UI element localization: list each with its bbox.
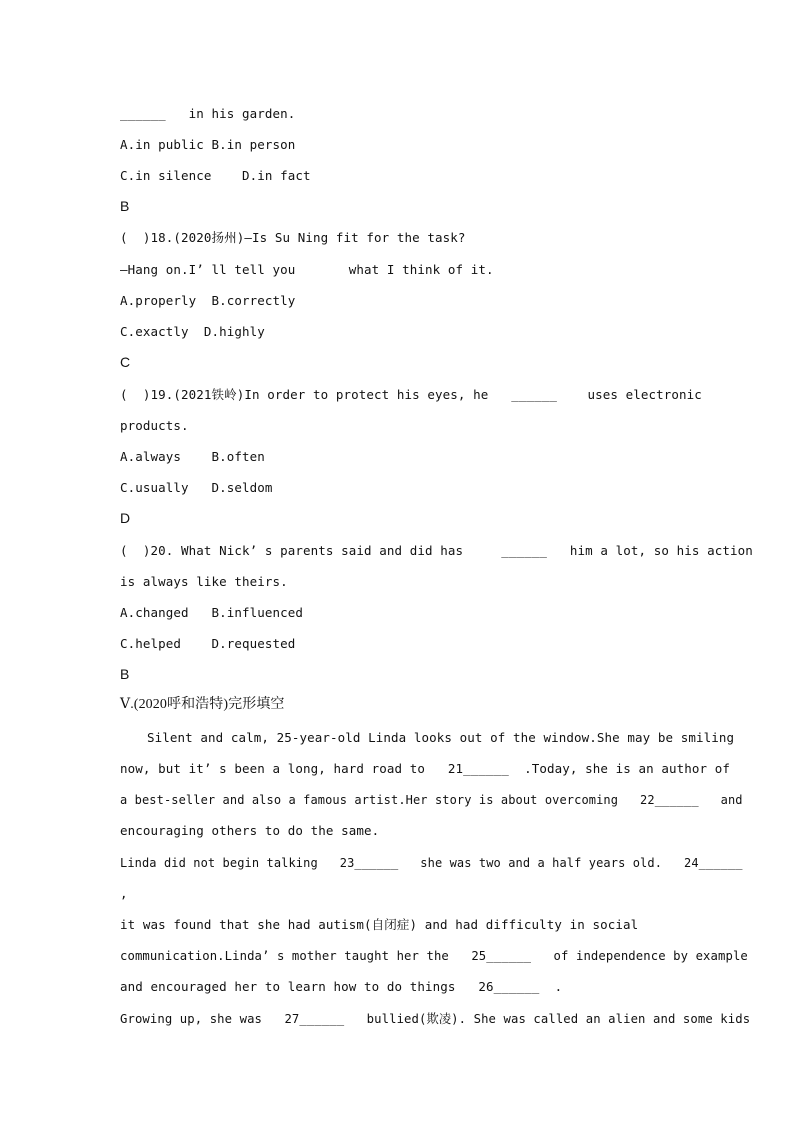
option-line: C.exactly D.highly bbox=[120, 324, 265, 339]
option-line: C.usually D.seldom bbox=[120, 480, 273, 495]
question-line: ( )18.(2020扬州)—Is Su Ning fit for the task? bbox=[120, 230, 466, 245]
passage-line: , bbox=[120, 886, 128, 901]
section-heading: Ⅴ.(2020呼和浩特)完形填空 bbox=[120, 697, 285, 712]
passage-line: communication.Linda’ s mother taught her the 25______ of independence by example bbox=[120, 949, 748, 963]
passage-line: and encouraged her to learn how to do things 26______ . bbox=[120, 979, 563, 994]
option-line: C.helped D.requested bbox=[120, 636, 296, 651]
passage-line: encouraging others to do the same. bbox=[120, 823, 380, 838]
text-line: products. bbox=[120, 418, 189, 433]
passage-line: now, but it’ s been a long, hard road to 21______ .Today, she is an author of bbox=[120, 761, 731, 776]
answer-line: B bbox=[120, 666, 130, 682]
question-line: ( )20. What Nick’ s parents said and did has ______ him a lot, so his action bbox=[120, 543, 753, 558]
option-line: A.changed B.influenced bbox=[120, 605, 304, 620]
answer-line: D bbox=[120, 510, 131, 526]
passage-line: Silent and calm, 25-year-old Linda looks out of the window.She may be smiling bbox=[147, 730, 735, 745]
text-line: ______ in his garden. bbox=[120, 106, 296, 121]
option-line: A.properly B.correctly bbox=[120, 293, 296, 308]
option-line: A.always B.often bbox=[120, 449, 265, 464]
answer-line: C bbox=[120, 354, 131, 370]
text-line: is always like theirs. bbox=[120, 574, 288, 589]
option-line: A.in public B.in person bbox=[120, 137, 296, 152]
text-line: —Hang on.I’ ll tell you what I think of it. bbox=[120, 262, 494, 277]
passage-line: a best-seller and also a famous artist.Her story is about overcoming 22______ and bbox=[120, 793, 743, 807]
option-line: C.in silence D.in fact bbox=[120, 168, 311, 183]
passage-line: Growing up, she was 27______ bullied(欺凌). She was called an alien and some kids bbox=[120, 1012, 751, 1026]
question-line: ( )19.(2021铁岭)In order to protect his eyes, he ______ uses electronic bbox=[120, 387, 702, 402]
answer-line: B bbox=[120, 198, 130, 214]
passage-line: Linda did not begin talking 23______ she was two and a half years old. 24______ bbox=[120, 856, 743, 870]
passage-line: it was found that she had autism(自闭症) and had difficulty in social bbox=[120, 917, 639, 932]
